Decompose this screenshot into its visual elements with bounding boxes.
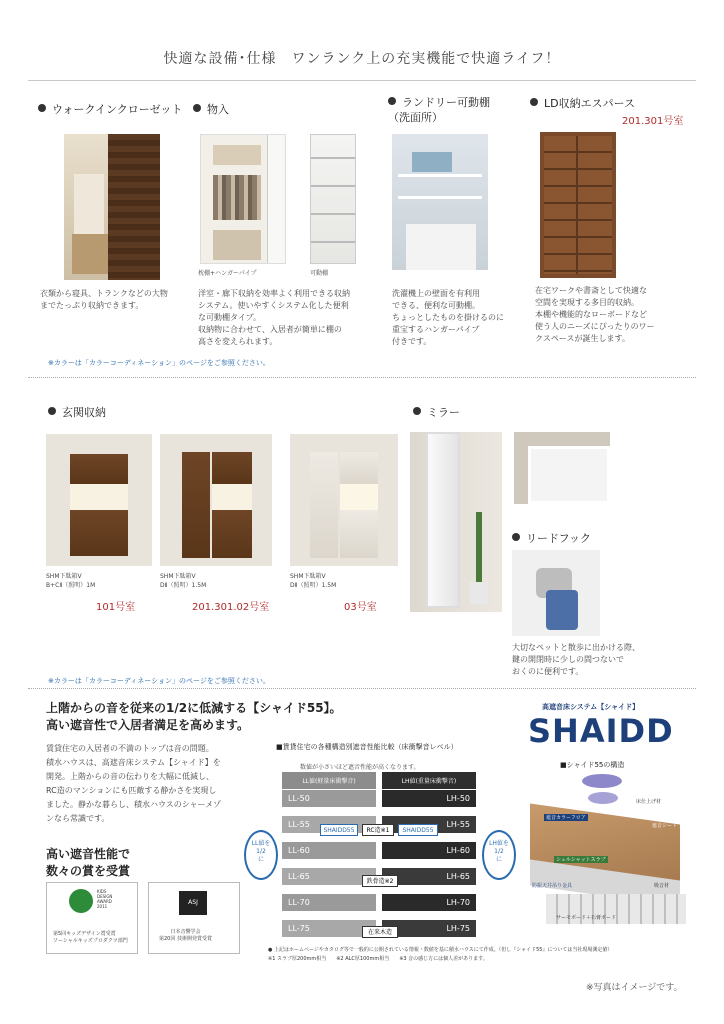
ld-photo [540,132,616,278]
chart-col-right [382,772,476,789]
storage-caption-left: 枕棚+ハンガーパイプ [198,270,257,277]
chart-row-right-label: LH-60 [446,846,470,855]
chart-row-left-label: LL-75 [288,924,310,933]
entrance-rooms-2: 201.301.02号室 [192,602,270,613]
chart-row-right-label: LH-65 [446,872,470,881]
chart-row-left-label: LL-65 [288,872,310,881]
storage-text: 洋室・廊下収納を効率よく利用できる収納 システム。使いやすくシステム化した便利 な可動棚タイプ。 収納物に合わせて、入居者が簡単に棚の 高さを変えられます。 [198,289,350,346]
structure-label-0: 床仕上げ材 [636,799,662,805]
chart-row-left-label: LL-50 [288,794,310,803]
section-divider-2 [28,688,696,689]
chart-row-right-label: LH-70 [446,898,470,907]
laundry-text: 洗濯機上の壁面を有利用 できる、便利な可動棚。 ちょっとしたものを掛けるのに 重宝するハンガーパイプ 付きです。 [392,289,504,346]
award-kids-label: 第5回キッズデザイン賞受賞 ソーシャルキッズプロダクツ部門 [53,931,128,944]
structure-label-1: パーティクルボード [626,811,671,817]
chart-row-left [282,842,376,859]
chart-row-left-label: LL-60 [288,846,310,855]
kids-design-logo-icon [69,889,93,913]
laundry-heading [388,95,490,125]
bullet-icon [193,104,201,112]
asj-logo-icon: ASJ [179,891,207,915]
chart-col-left [282,772,376,789]
badge-rc: RC造※1 [362,824,394,836]
structure-diagram [526,774,702,934]
chart-row-right [382,894,476,911]
bullet-icon [530,98,538,106]
sound-text: 賃貸住宅の入居者の不満のトップは音の問題。 積水ハウスは、高遮音床システム【シャイド】を 開発。上階からの音の伝わりを大幅に低減し、 RC造のマンションにも匹敵する静かさを実現し ました。静かな暮らし、積水ハウスのシャーメゾ ンなら常識です。 [46,744,221,823]
award-kids-design [46,882,138,954]
chart-col-left-label: LL値(軽量床衝撃音) [302,778,356,785]
page-title: 快適な設備･仕様 ワンランク上の充実機能で快適ライフ！ [163,51,561,67]
walkin-text: 衣類から寝具、トランクなどの大物 までたっぷり収納できます。 [40,289,168,310]
structure-label-5: 防振天井吊り金具 [532,883,573,889]
hook-heading [512,530,591,546]
entrance-heading [48,404,106,420]
chart-row-right [382,842,476,859]
structure-label-2: 遮音シート [652,823,678,829]
ld-heading-text: LD収納エスパース [544,97,636,110]
mirror-heading [413,404,460,420]
chart-row-right-label: LH-55 [446,820,470,829]
storage-heading-text: 物入 [207,103,229,116]
chart-title: ■賃貸住宅の各種構造別遮音性能比較（床衝撃音レベル） [276,743,458,751]
hook-photo [512,550,600,636]
equipment-color-note: ※カラーは「カラーコーディネーション」のページをご参照ください。 [48,359,270,367]
chart-row-left-label: LL-55 [288,820,310,829]
structure-label-4: シェルシャットスラブ [556,857,606,863]
entrance-rooms-3: 03号室 [344,602,377,613]
section-divider [28,377,696,378]
entrance-photo-2 [160,434,272,566]
chart-row-left [282,894,376,911]
footer-note: ※写真はイメージです。 [586,983,683,993]
laundry-photo [392,134,488,270]
award-kids-small: KIDS DESIGN AWARD 2011 [97,889,113,909]
structure-label-6: 吸音材 [654,883,670,889]
chart-footnote: ● 上記はホームページやカタログ等で一般的に公開されている情報・数値を基に積水ハウスにて作成。（但し『シャイド55』については当社現場測定値） ※1 スラブ厚200mm相当 ※2 ALC厚100mm相当 ※3 音の感じ方には個人差があります。 [268,947,613,962]
bullet-icon [388,97,396,105]
badge-steel: 鉄骨造※2 [362,875,398,887]
storage-heading [193,101,229,117]
bullet-icon [413,407,421,415]
storage-photo-left [200,134,286,264]
chart-subtitle: 数値が小さいほど遮音性能が高くなります。 [300,764,420,771]
structure-title: ■シャイド55の構造 [560,761,625,769]
entrance-photo-1 [46,434,152,566]
structure-label-7: サーモボード＋石膏ボード [556,915,617,921]
badge-wood: 在来木造 [362,926,398,938]
ld-heading [530,95,635,111]
mirror-heading-text: ミラー [427,406,460,419]
walkin-photo [64,134,160,280]
award-asj [148,882,240,954]
chart-row-left [282,790,376,807]
badge-shaidd-left: SHAIDD55 [320,824,358,836]
entrance-color-note: ※カラーは「カラーコーディネーション」のページをご参照ください。 [48,677,270,685]
mirror-detail-photo [514,432,610,504]
storage-caption-right: 可動棚 [310,270,329,277]
entrance-caption-2: SHM下駄箱Ⅴ DⅡ（照明）1.5M [160,573,207,589]
hook-heading-text: リードフック [526,532,591,545]
brand-logo: SHAIDD [528,712,674,750]
entrance-rooms-1: 101号室 [96,602,136,613]
walkin-heading [38,101,182,117]
structure-label-3: 遮音カラーフロア [546,815,586,821]
badge-shaidd-right: SHAIDD55 [398,824,438,836]
chart-col-right-label: LH値(重量床衝撃音) [401,778,457,785]
entrance-photo-3 [290,434,398,566]
entrance-caption-1: SHM下駄箱Ⅴ B+CⅡ（照明）1M [46,573,96,589]
ll-reduce-badge: LL値を 1/2 に [244,830,278,880]
sound-headline: 上階からの音を従来の1/2に低減する【シャイド55】。 高い遮音性で入居者満足を高めます。 [46,701,342,732]
storage-photo-right [310,134,356,264]
lh-reduce-badge: LH値を 1/2 に [482,830,516,880]
ld-rooms: 201.301号室 [622,116,684,127]
laundry-heading-text: ランドリー可動棚 （洗面所） [388,96,490,124]
award-asj-label: 日本音響学会 第20回 技術開発賞受賞 [159,929,212,942]
entrance-heading-text: 玄関収納 [62,406,106,419]
mirror-photo [410,432,502,612]
ld-text: 在宅ワークや書斎として快適な 空間を実現する多目的収納。 本棚や機能的なローボードなど 使う人のニーズにぴったりのワー クスペースが誕生します。 [535,286,655,343]
entrance-caption-3: SHM下駄箱Ⅴ DⅡ（照明）1.5M [290,573,337,589]
header-divider [28,80,696,81]
bullet-icon [38,104,46,112]
hook-text: 大切なペットと散歩に出かける際、 鍵の開閉時に少しの間つないで おくのに便利です。 [512,643,640,676]
bullet-icon [512,533,520,541]
brand-subtitle: 高遮音床システム【シャイド】 [542,703,640,711]
walkin-heading-text: ウォークインクローゼット [52,103,183,116]
chart-row-right-label: LH-50 [446,794,470,803]
sound-chart [282,772,476,948]
award-heading: 高い遮音性能で 数々の賞を受賞 [46,847,131,878]
chart-row-left-label: LL-70 [288,898,310,907]
bullet-icon [48,407,56,415]
chart-row-right [382,790,476,807]
chart-row-right-label: LH-75 [446,924,470,933]
